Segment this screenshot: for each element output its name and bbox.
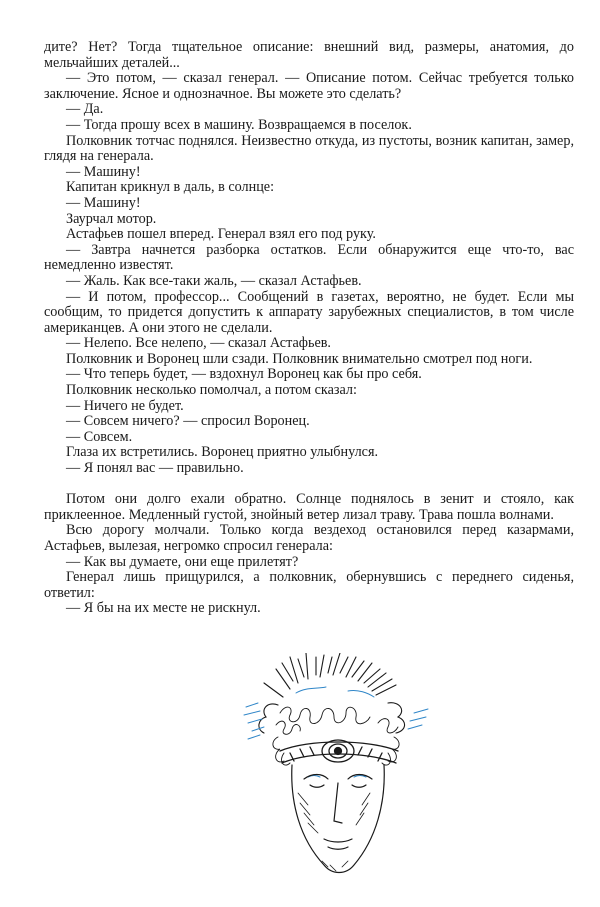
paragraph: Всю дорогу молчали. Только когда вездеход остановился перед казармами, Астафьев, вылезая, негромко спросил генерала: (44, 522, 574, 554)
paragraph: — Совсем. (66, 428, 133, 445)
paragraph: Заурчал мотор. (66, 210, 157, 227)
section-gap (44, 477, 574, 493)
paragraph: — Ничего не будет. (66, 397, 184, 414)
paragraph: — Да. (66, 101, 104, 118)
paragraph: — Машину! (66, 194, 141, 211)
paragraph: — Совсем ничего? — спросил Воронец. (66, 413, 310, 430)
paragraph: — Я понял вас — правильно. (66, 460, 244, 477)
paragraph: — Что теперь будет, — вздохнул Воронец как бы про себя. (66, 366, 422, 383)
paragraph: — Жаль. Как все-таки жаль, — сказал Астафьев. (66, 272, 362, 289)
paragraph: Полковник тотчас поднялся. Неизвестно откуда, из пустоты, возник капитан, замер, глядя на генерала. (44, 132, 574, 165)
paragraph: Потом они долго ехали обратно. Солнце поднялось в зенит и стояло, как приклеенное. Медленный густой, знойный ветер лизал траву. Трава пошла волнами. (44, 491, 574, 523)
paragraph: Капитан крикнул в даль, в солнце: (66, 179, 275, 196)
paragraph: — Я бы на их месте не рискнул. (66, 600, 261, 617)
paragraph: Генерал лишь прищурился, а полковник, обернувшись с переднего сиденья, ответил: (44, 569, 574, 601)
body-text (44, 40, 574, 617)
face-illustration (238, 653, 438, 885)
paragraph: — Это потом, — сказал генерал. — Описание потом. Сейчас требуется только заключение. Ясное и однозначное. Вы можете это сделать? (44, 70, 574, 102)
headband (280, 740, 398, 763)
paragraph: — Нелепо. Все нелепо, — сказал Астафьев. (66, 335, 331, 352)
paragraph: — Как вы думаете, они еще прилетят? (66, 553, 299, 570)
paragraph: — И потом, профессор... Сообщений в газетах, вероятно, не будет. Если мы сообщим, то придется допустить к аппарату зарубежных специалистов, в том числе американцев. А они этого не сделали. (44, 288, 574, 336)
paragraph: — Машину! (66, 163, 141, 180)
paragraph: Астафьев пошел вперед. Генерал взял его под руку. (66, 226, 376, 243)
paragraph: дите? Нет? Тогда тщательное описание: внешний вид, размеры, анатомия, до мельчайших деталей... (44, 39, 574, 71)
paragraph: Полковник несколько помолчал, а потом сказал: (66, 382, 357, 399)
paragraph: — Завтра начнется разборка остатков. Если обнаружится еще что-то, вас немедленно известят. (44, 241, 574, 274)
paragraph: Полковник и Воронец шли сзади. Полковник внимательно смотрел под ноги. (66, 350, 533, 367)
face-outline (292, 765, 384, 873)
paragraph: Глаза их встретились. Воронец приятно улыбнулся. (66, 444, 379, 461)
paragraph: — Тогда прошу всех в машину. Возвращаемся в поселок. (66, 116, 412, 133)
